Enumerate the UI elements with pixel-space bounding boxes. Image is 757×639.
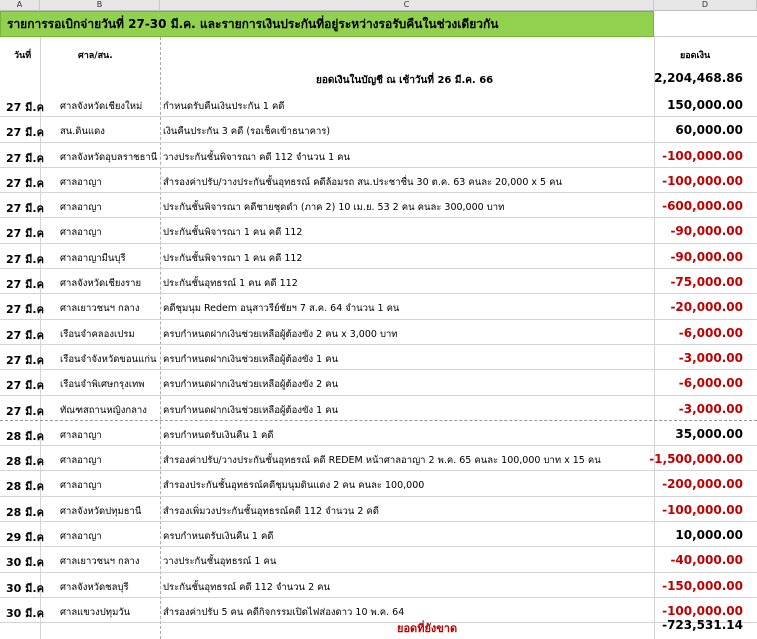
court-cell[interactable]: ศาลอาญามีนบุรี: [60, 252, 126, 264]
column-header-d[interactable]: D: [654, 0, 757, 10]
date-cell[interactable]: 29 มี.ค: [6, 531, 44, 545]
description-cell[interactable]: กำหนดรับคืนเงินประกัน 1 คดี: [163, 101, 285, 112]
table-row: [0, 345, 757, 370]
date-cell[interactable]: 27 มี.ค: [6, 176, 44, 190]
amount-cell[interactable]: 10,000.00: [675, 528, 743, 543]
date-cell[interactable]: 28 มี.ค: [6, 505, 44, 519]
table-row: [0, 143, 757, 168]
amount-cell[interactable]: -75,000.00: [670, 275, 743, 290]
date-cell[interactable]: 28 มี.ค: [6, 455, 44, 469]
title-blank-cell[interactable]: [654, 11, 757, 37]
date-cell[interactable]: 30 มี.ค: [6, 581, 44, 595]
column-header-bar: [0, 0, 757, 11]
balance-label[interactable]: ยอดเงินในบัญชี ณ เช้าวันที่ 26 มี.ค. 66: [316, 75, 494, 86]
court-cell[interactable]: ศาลอาญา: [60, 429, 102, 441]
table-row: [0, 547, 757, 572]
amount-cell[interactable]: -20,000.00: [670, 300, 743, 315]
balance-row: [0, 64, 757, 92]
court-cell[interactable]: ศาลอาญา: [60, 202, 102, 214]
shortfall-label[interactable]: ยอดที่ยังขาด: [397, 622, 458, 635]
amount-cell[interactable]: -600,000.00: [662, 199, 743, 214]
table-row: [0, 446, 757, 471]
table-row: [0, 269, 757, 294]
transaction-table: [0, 92, 757, 623]
description-cell[interactable]: วางประกันชั้นอุทธรณ์ 1 คน: [163, 556, 277, 568]
court-cell[interactable]: ศาลอาญา: [60, 455, 102, 467]
description-cell[interactable]: ครบกำหนดฝากเงินช่วยเหลือผู้ต้องขัง 2 คน: [163, 379, 339, 391]
date-cell[interactable]: 27 มี.ค: [6, 151, 44, 165]
court-cell[interactable]: ศาลอาญา: [60, 176, 102, 188]
description-cell[interactable]: ครบกำหนดฝากเงินช่วยเหลือผู้ต้องขัง 2 คน x 3,000 บาท: [163, 328, 398, 340]
description-cell[interactable]: สำรองประกันชั้นอุทธรณ์คดีชุมนุมดินแดง 2 คน คนละ 100,000: [163, 480, 425, 492]
table-row: [0, 573, 757, 598]
date-cell[interactable]: 27 มี.ค: [6, 252, 44, 266]
table-row: [0, 320, 757, 345]
table-row: [0, 370, 757, 395]
court-cell[interactable]: ศาลเยาวชนฯ กลาง: [60, 556, 140, 568]
header-amount[interactable]: ยอดเงิน: [680, 51, 711, 61]
description-cell[interactable]: ประกันชั้นอุทธรณ์ 1 คน คดี 112: [163, 278, 298, 290]
description-cell[interactable]: ประกันชั้นอุทธรณ์ คดี 112 จำนวน 2 คน: [163, 581, 330, 593]
court-cell[interactable]: ศาลอาญา: [60, 480, 102, 492]
table-row: [0, 471, 757, 496]
description-cell[interactable]: ประกันชั้นพิจารณา 1 คน คดี 112: [163, 252, 303, 264]
amount-cell[interactable]: -90,000.00: [670, 249, 743, 264]
court-cell[interactable]: ทัณฑสถานหญิงกลาง: [60, 404, 147, 416]
table-row: [0, 117, 757, 142]
description-cell[interactable]: ครบกำหนดรับเงินคืน 1 คดี: [163, 429, 274, 441]
column-header-a[interactable]: A: [0, 0, 40, 10]
amount-cell[interactable]: -90,000.00: [670, 224, 743, 239]
date-cell[interactable]: 30 มี.ค: [6, 606, 44, 620]
table-row: [0, 218, 757, 243]
court-cell[interactable]: ศาลจังหวัดอุบลราชธานี: [60, 151, 158, 163]
footer-row: [0, 613, 757, 639]
court-cell[interactable]: ศาลอาญา: [60, 227, 102, 239]
amount-cell[interactable]: 150,000.00: [667, 98, 743, 112]
court-cell[interactable]: ศาลจังหวัดเชียงราย: [60, 278, 142, 290]
header-court[interactable]: ศาล/สน.: [78, 51, 113, 61]
amount-cell[interactable]: -6,000.00: [678, 325, 743, 340]
date-cell[interactable]: 30 มี.ค: [6, 556, 44, 570]
amount-cell[interactable]: -150,000.00: [662, 578, 743, 593]
date-cell[interactable]: 28 มี.ค: [6, 429, 44, 443]
column-header-b[interactable]: B: [40, 0, 160, 10]
court-cell[interactable]: ศาลจังหวัดชลบุรี: [60, 581, 129, 593]
table-row: [0, 193, 757, 218]
table-row: [0, 522, 757, 547]
amount-cell[interactable]: -3,000.00: [678, 401, 743, 416]
table-row: [0, 421, 757, 446]
description-cell[interactable]: ประกันชั้นพิจารณา 1 คน คดี 112: [163, 227, 303, 239]
court-cell[interactable]: เรือนจำจังหวัดขอนแก่น: [60, 353, 157, 365]
description-cell[interactable]: ครบกำหนดฝากเงินช่วยเหลือผู้ต้องขัง 1 คน: [163, 404, 339, 416]
date-cell[interactable]: 27 มี.ค: [6, 278, 44, 292]
amount-cell[interactable]: -100,000.00: [662, 603, 743, 618]
table-row: [0, 294, 757, 319]
description-cell[interactable]: สำรองค่าปรับ 5 คน คดีกิจกรรมเปิดไฟส่องดาว 10 พ.ค. 64: [163, 606, 405, 618]
amount-cell[interactable]: -6,000.00: [678, 376, 743, 391]
amount-cell[interactable]: -200,000.00: [662, 477, 743, 492]
court-cell[interactable]: เรือนจำคลองเปรม: [60, 328, 135, 340]
date-cell[interactable]: 28 มี.ค: [6, 480, 44, 494]
shortfall-value[interactable]: -723,531.14: [662, 618, 743, 632]
amount-cell[interactable]: 35,000.00: [675, 426, 743, 441]
court-cell[interactable]: ศาลจังหวัดปทุมธานี: [60, 505, 142, 517]
date-cell[interactable]: 27 มี.ค: [6, 328, 44, 342]
amount-cell[interactable]: -100,000.00: [662, 173, 743, 188]
description-cell[interactable]: วางประกันชั้นพิจารณา คดี 112 จำนวน 1 คน: [163, 151, 351, 163]
description-cell[interactable]: สำรองเพิ่มวงประกันชั้นอุทธรณ์คดี 112 จำนวน 2 คดี: [163, 505, 379, 517]
balance-value[interactable]: 2,204,468.86: [654, 71, 743, 85]
description-cell[interactable]: สำรองค่าปรับ/วางประกันชั้นอุทธรณ์ คดี REDEM หน้าศาลอาญา 2 พ.ค. 65 คนละ 100,000 บาท x 15 คน: [163, 455, 601, 467]
date-cell[interactable]: 27 มี.ค: [6, 126, 44, 140]
court-cell[interactable]: ศาลเยาวชนฯ กลาง: [60, 303, 140, 315]
table-row: [0, 497, 757, 522]
table-row: [0, 92, 757, 117]
amount-cell[interactable]: -100,000.00: [662, 502, 743, 517]
column-header-c[interactable]: C: [160, 0, 654, 10]
description-cell[interactable]: เงินคืนประกัน 3 คดี (รอเช็คเข้าธนาคาร): [163, 126, 331, 138]
court-cell[interactable]: สน.ดินแดง: [60, 126, 105, 138]
date-cell[interactable]: 27 มี.ค: [6, 101, 44, 114]
header-row: [0, 37, 757, 63]
header-date[interactable]: วันที่: [14, 51, 32, 61]
court-cell[interactable]: ศาลแขวงปทุมวัน: [60, 606, 131, 618]
date-cell[interactable]: 27 มี.ค: [6, 227, 44, 241]
table-row: [0, 244, 757, 269]
amount-cell[interactable]: -1,500,000.00: [649, 452, 743, 467]
date-cell[interactable]: 27 มี.ค: [6, 303, 44, 317]
amount-cell[interactable]: -3,000.00: [678, 350, 743, 365]
description-cell[interactable]: ครบกำหนดฝากเงินช่วยเหลือผู้ต้องขัง 1 คน: [163, 353, 339, 365]
description-cell[interactable]: คดีชุมนุม Redem อนุสาวรีย์ชัยฯ 7 ส.ค. 64 จำนวน 1 คน: [163, 303, 400, 315]
amount-cell[interactable]: -100,000.00: [662, 148, 743, 163]
court-cell[interactable]: ศาลอาญา: [60, 531, 102, 543]
amount-cell[interactable]: 60,000.00: [675, 123, 743, 138]
table-row: [0, 396, 757, 421]
court-cell[interactable]: เรือนจำพิเศษกรุงเทพ: [60, 379, 145, 391]
title-row: [0, 11, 757, 37]
court-cell[interactable]: ศาลจังหวัดเชียงใหม่: [60, 101, 143, 112]
amount-cell[interactable]: -40,000.00: [670, 553, 743, 568]
date-cell[interactable]: 27 มี.ค: [6, 379, 44, 393]
sheet-title[interactable]: รายการรอเบิกจ่ายวันที่ 27-30 มี.ค. และรายการเงินประกันที่อยู่ระหว่างรอรับคืนในช่วงเดียวกัน: [0, 11, 654, 37]
description-cell[interactable]: สำรองค่าปรับ/วางประกันชั้นอุทธรณ์ คดีล้อมรถ สน.ประชาชื่น 30 ต.ค. 63 คนละ 20,000 x 5 คน: [163, 176, 562, 188]
description-cell[interactable]: ประกันชั้นพิจารณา คดีชายชุดดำ (ภาค 2) 10 เม.ย. 53 2 คน คนละ 300,000 บาท: [163, 202, 505, 214]
table-row: [0, 168, 757, 193]
date-cell[interactable]: 27 มี.ค: [6, 404, 44, 418]
date-cell[interactable]: 27 มี.ค: [6, 353, 44, 367]
date-cell[interactable]: 27 มี.ค: [6, 202, 44, 216]
description-cell[interactable]: ครบกำหนดรับเงินคืน 1 คดี: [163, 531, 274, 543]
